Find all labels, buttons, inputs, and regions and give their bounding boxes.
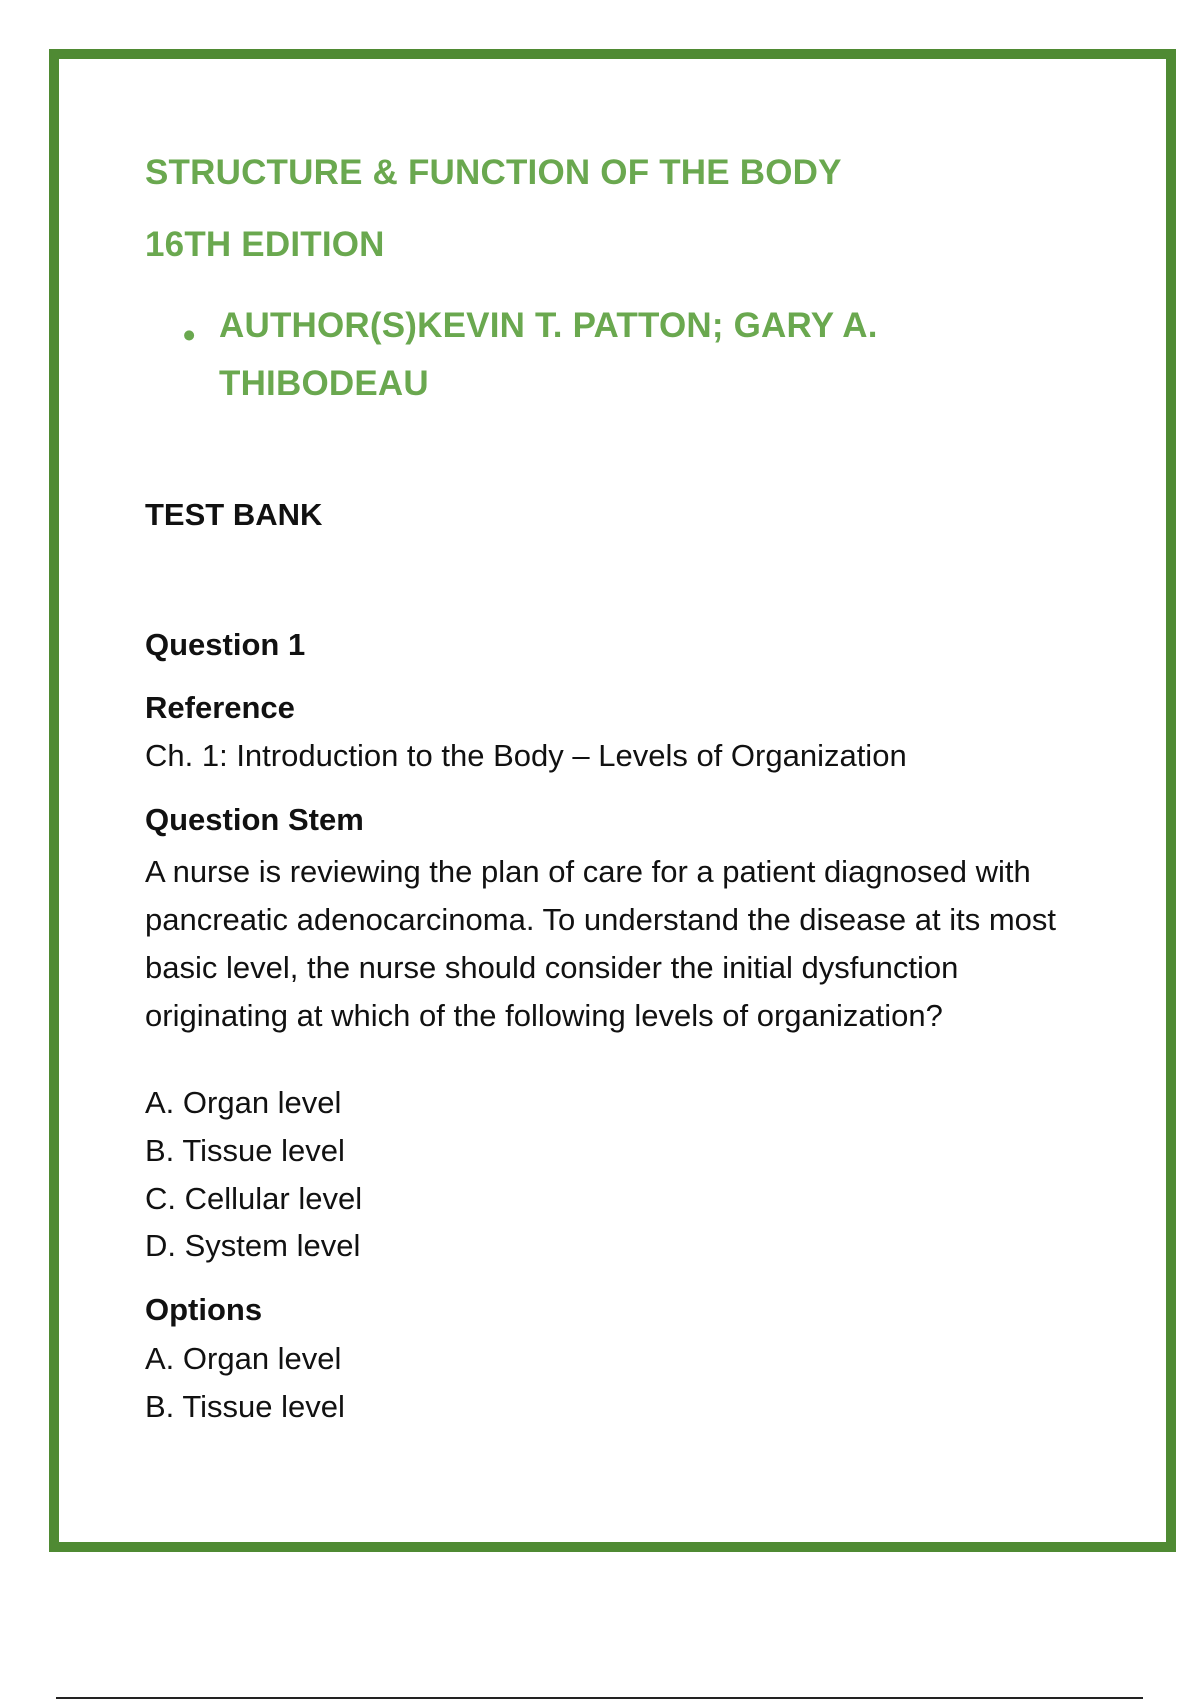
stem-choice-c: C. Cellular level (145, 1181, 363, 1216)
book-title: STRUCTURE & FUNCTION OF THE BODY (145, 153, 842, 192)
stem-choice-a: A. Organ level (145, 1085, 342, 1120)
stem-choice-d: D. System level (145, 1228, 361, 1263)
author-names: AUTHOR(S)KEVIN T. PATTON; GARY A. THIBODEAU (219, 306, 878, 403)
options-label: Options (145, 1292, 263, 1327)
stem-choice-b: B. Tissue level (145, 1133, 345, 1168)
bottom-divider (56, 1697, 1143, 1699)
question-stem-text: A nurse is reviewing the plan of care for a patient diagnosed with pancreatic adenocarcinoma. To understand the disease at its most basic level, the nurse should consider the initial dysfunction originating at which of the following levels of organization? (145, 854, 1057, 1033)
question-number: Question 1 (145, 627, 306, 662)
reference-label: Reference (145, 690, 295, 725)
bullet-icon: • (183, 316, 196, 355)
option-b: B. Tissue level (145, 1389, 345, 1424)
question-stem-label: Question Stem (145, 802, 364, 837)
option-a: A. Organ level (145, 1341, 342, 1376)
book-edition: 16TH EDITION (145, 225, 385, 264)
reference-text: Ch. 1: Introduction to the Body – Levels of Organization (145, 738, 907, 773)
test-bank-heading: TEST BANK (145, 497, 323, 532)
